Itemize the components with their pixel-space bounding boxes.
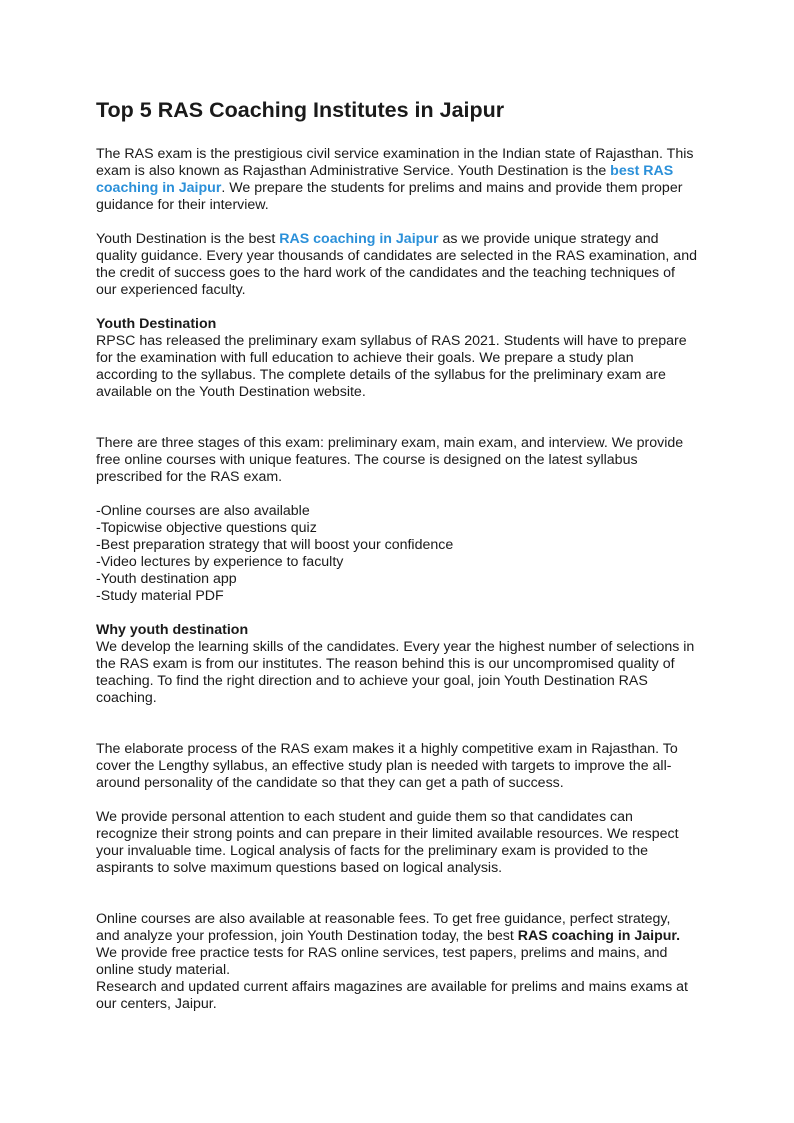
strategy-text-end: as we provide unique strategy and quality guidance. Every year thousands of candidates are selected in the RAS examination, and the credit of success goes to the hard work of the candidates and the teaching techniques of our experienced faculty. (96, 231, 697, 298)
ras-coaching-bold: RAS coaching in Jaipur. (517, 928, 681, 944)
list-item: -Topicwise objective questions quiz (96, 520, 317, 536)
stages-paragraph: There are three stages of this exam: preliminary exam, main exam, and interview. We provide free online courses with unique features. The course is designed on the latest syllabus prescribed for the RAS exam. (96, 435, 684, 485)
attention-paragraph: We provide personal attention to each student and guide them so that candidates can recognize their strong points and can prepare in their limited available resources. We respect your invaluable time. Logical analysis of facts for the preliminary exam is provided to the aspirants to solve maximum questions based on logical analysis. (96, 809, 679, 876)
list-item: -Video lectures by experience to faculty (96, 554, 344, 570)
strategy-paragraph (96, 231, 698, 299)
list-item: -Youth destination app (96, 571, 237, 587)
youth-destination-heading: Youth Destination (96, 316, 217, 332)
process-paragraph: The elaborate process of the RAS exam makes it a highly competitive exam in Rajasthan. To cover the Lengthy syllabus, an effective study plan is needed with targets to improve the all-around personality of the candidate so that they can get a path of success. (96, 741, 678, 791)
list-item: -Online courses are also available (96, 503, 310, 519)
strategy-text-start: Youth Destination is the best (96, 231, 280, 247)
online-courses-paragraph (96, 911, 698, 979)
intro-text-start: The RAS exam is the prestigious civil service examination in the Indian state of Rajasthan. This exam is also known as Rajasthan Administrative Service. Youth Destination is the (96, 146, 694, 179)
intro-paragraph (96, 146, 698, 214)
online-text-start: Online courses are also available at reasonable fees. To get free guidance, perfect strategy, and analyze your profession, join Youth Destination today, the best (96, 911, 671, 944)
online-text-end: We provide free practice tests for RAS online services, test papers, prelims and mains, and online study material. (96, 945, 668, 978)
document-page (96, 96, 698, 1013)
intro-text-end: . We prepare the students for prelims and mains and provide them proper guidance for their interview. (96, 180, 683, 213)
list-item: -Study material PDF (96, 588, 224, 604)
page-title: Top 5 RAS Coaching Institutes in Jaipur (96, 98, 505, 122)
why-paragraph: We develop the learning skills of the candidates. Every year the highest number of selections in the RAS exam is from our institutes. The reason behind this is our uncompromised quality of teaching. To find the right direction and to achieve your goal, join Youth Destination RAS coaching. (96, 639, 695, 706)
why-youth-destination-heading: Why youth destination (96, 622, 249, 638)
best-ras-coaching-link[interactable]: best RAS coaching in Jaipur (96, 163, 674, 196)
syllabus-paragraph: RPSC has released the preliminary exam syllabus of RAS 2021. Students will have to prepare for the examination with full education to achieve their goals. We prepare a study plan according to the syllabus. The complete details of the syllabus for the preliminary exam are available on the Youth Destination website. (96, 333, 687, 400)
features-list (96, 503, 698, 605)
research-paragraph: Research and updated current affairs magazines are available for prelims and mains exams at our centers, Jaipur. (96, 979, 688, 1012)
ras-coaching-link[interactable]: RAS coaching in Jaipur (279, 231, 439, 247)
list-item: -Best preparation strategy that will boost your confidence (96, 537, 454, 553)
